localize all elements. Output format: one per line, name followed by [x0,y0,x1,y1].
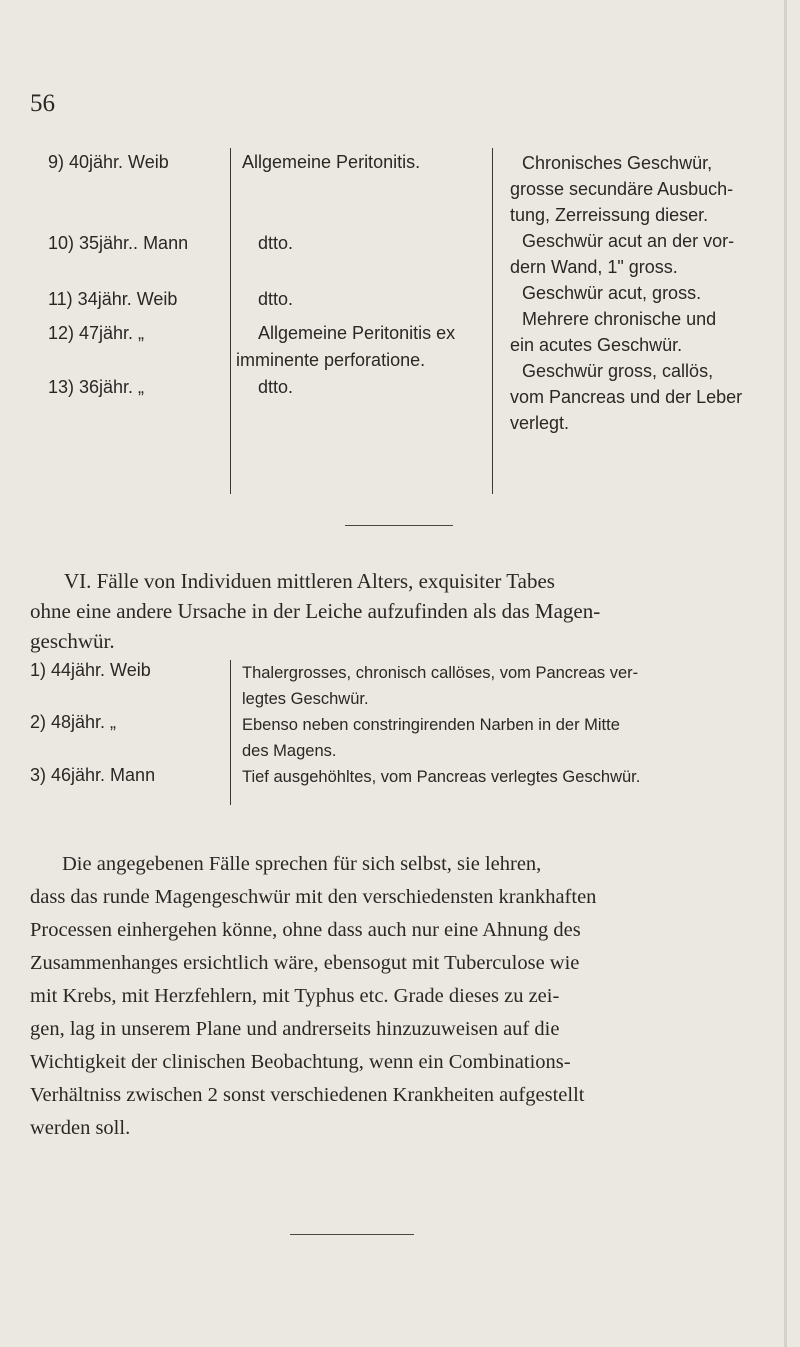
findings-column [242,660,772,790]
heading-line: VI. Fälle von Individuen mittleren Alters, exquisiter Tabes [64,569,555,593]
diagnosis-cell: Allgemeine Peritonitis ex [258,323,456,343]
case-label: 3) 46jähr. Mann [30,765,156,785]
paragraph-line: gen, lag in unserem Plane und andrerseits hinzuzuweisen auf die [30,1018,560,1040]
findings-line: Chronisches Geschwür, [522,153,713,173]
paragraph-line: Processen einhergehen könne, ohne dass auch nur eine Ahnung des [30,919,581,941]
diagnosis-cell: imminente perforatione. [236,350,426,370]
section-heading [30,566,774,656]
findings-line: Mehrere chronische und [522,309,717,329]
findings-line: grosse secundäre Ausbuch- [510,179,734,199]
diagnosis-cell: dtto. [258,377,294,397]
section-rule [345,525,453,526]
paragraph-line: werden soll. [30,1117,131,1139]
column-divider [230,660,231,805]
case-label: 9) 40jähr. Weib [48,152,169,172]
findings-line: Ebenso neben constringirenden Narben in der Mitte [242,716,620,734]
page-edge [784,0,787,1347]
findings-line: vom Pancreas und der Leber [510,387,743,407]
diagnosis-cell: dtto. [258,233,294,253]
findings-line: ein acutes Geschwür. [510,335,683,355]
findings-line: Thalergrosses, chronisch callöses, vom Pancreas ver- [242,664,639,682]
body-paragraph [30,848,774,1145]
paragraph-line: Wichtigkeit der clinischen Beobachtung, wenn ein Combinations- [30,1051,571,1073]
column-divider [230,148,231,494]
case-label: 1) 44jähr. Weib [30,660,151,680]
paragraph-line: Zusammenhanges ersichtlich wäre, ebensogut mit Tuberculose wie [30,952,580,974]
page-number: 56 [30,90,55,117]
diagnosis-cell: dtto. [258,289,294,309]
findings-line: legtes Geschwür. [242,690,369,708]
case-label: 10) 35jähr.. Mann [48,233,189,253]
case-label: 13) 36jähr. „ [48,377,145,397]
paragraph-line: mit Krebs, mit Herzfehlern, mit Typhus etc. Grade dieses zu zei- [30,985,560,1007]
closing-rule [290,1234,414,1235]
findings-line: des Magens. [242,742,337,760]
findings-line: Geschwür acut an der vor- [522,231,735,251]
heading-line: ohne eine andere Ursache in der Leiche aufzufinden als das Magen- [30,599,601,623]
paragraph-line: dass das runde Magengeschwür mit den verschiedensten krankhaften [30,886,597,908]
findings-column [510,150,774,436]
case-label: 11) 34jähr. Weib [48,289,178,309]
findings-line: Geschwür gross, callös, [522,361,714,381]
findings-line: Geschwür acut, gross. [522,283,702,303]
heading-line: geschwür. [30,629,115,653]
paragraph-line: Die angegebenen Fälle sprechen für sich selbst, sie lehren, [62,853,542,875]
case-label: 12) 47jähr. „ [48,323,145,343]
findings-line: dern Wand, 1" gross. [510,257,678,277]
findings-line: tung, Zerreissung dieser. [510,205,709,225]
findings-line: verlegt. [510,413,570,433]
case-label: 2) 48jähr. „ [30,712,117,732]
findings-line: Tief ausgehöhltes, vom Pancreas verlegtes Geschwür. [242,768,641,786]
paragraph-line: Verhältniss zwischen 2 sonst verschiedenen Krankheiten aufgestellt [30,1084,585,1106]
diagnosis-cell: Allgemeine Peritonitis. [242,152,421,172]
